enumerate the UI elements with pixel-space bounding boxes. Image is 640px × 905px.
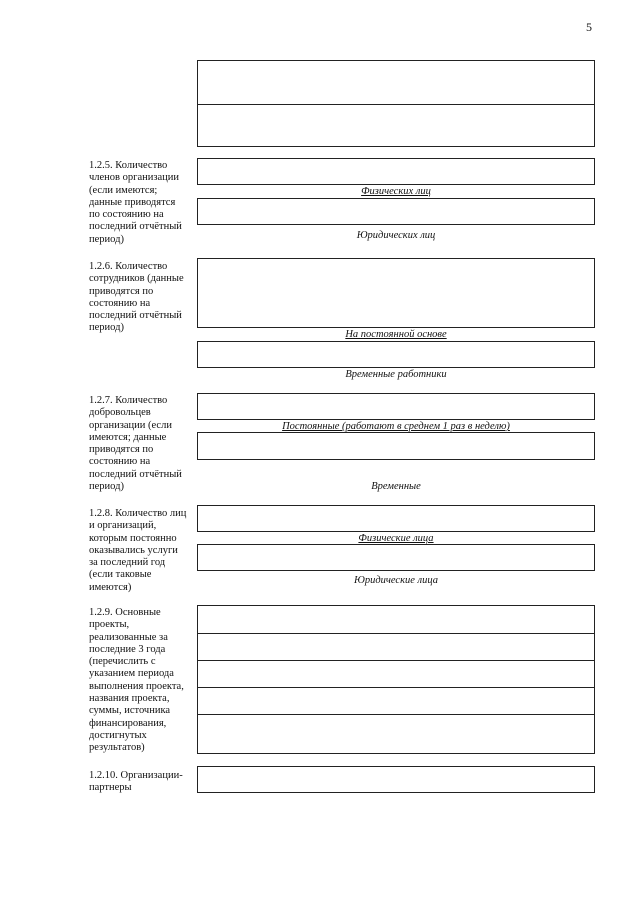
section-1-2-8-label: 1.2.8. Количество лиц и организаций, которым постоянно оказывались услуги за последний год (если таковые имеются): [89, 508, 187, 593]
permanent-volunteers-field[interactable]: [197, 393, 595, 420]
section-1-2-5-label: 1.2.5. Количество членов организации (если имеются; данные приводятся по состоянию на последний отчётный период): [89, 160, 182, 245]
temporary-staff-field[interactable]: [197, 341, 595, 368]
served-organizations-caption: Юридические лица: [354, 575, 438, 586]
table-row[interactable]: [198, 660, 594, 687]
served-individuals-caption: Физические лица: [358, 533, 434, 544]
temporary-staff-caption: Временные работники: [345, 369, 447, 380]
table-cell[interactable]: [198, 104, 594, 146]
table-row[interactable]: [198, 633, 594, 660]
served-individuals-field[interactable]: [197, 505, 595, 532]
temporary-volunteers-caption: Временные: [371, 481, 421, 492]
table-row[interactable]: [198, 606, 594, 633]
page-number: 5: [586, 20, 592, 34]
served-organizations-field[interactable]: [197, 544, 595, 571]
permanent-volunteers-caption: Постоянные (работают в среднем 1 раз в неделю): [282, 421, 510, 432]
individual-members-field[interactable]: [197, 158, 595, 185]
permanent-staff-caption: На постоянной основе: [345, 329, 447, 340]
table-row[interactable]: [198, 687, 594, 714]
individual-members-caption: Физических лиц: [361, 186, 431, 197]
permanent-staff-field[interactable]: [197, 258, 595, 328]
section-1-2-10-label: 1.2.10. Организации- партнеры: [89, 770, 183, 794]
section-1-2-9-label: 1.2.9. Основные проекты, реализованные за последние 3 года (перечислить с указанием периода выполнения проекта, названия проекта, суммы, источника финансирования, достигнутых результатов): [89, 607, 184, 754]
temporary-volunteers-field[interactable]: [197, 432, 595, 460]
legal-members-caption: Юридических лиц: [356, 230, 436, 241]
table-row[interactable]: [198, 714, 594, 753]
table-cell[interactable]: [198, 61, 594, 104]
projects-table: [197, 605, 595, 754]
partner-organizations-field[interactable]: [197, 766, 595, 793]
legal-members-field[interactable]: [197, 198, 595, 225]
section-1-2-6-label: 1.2.6. Количество сотрудников (данные приводятся по состоянию на последний отчётный период): [89, 261, 184, 334]
previous-section-table: [197, 60, 595, 147]
section-1-2-7-label: 1.2.7. Количество добровольцев организации (если имеются; данные приводятся по состоянию на последний отчётный период): [89, 395, 182, 493]
